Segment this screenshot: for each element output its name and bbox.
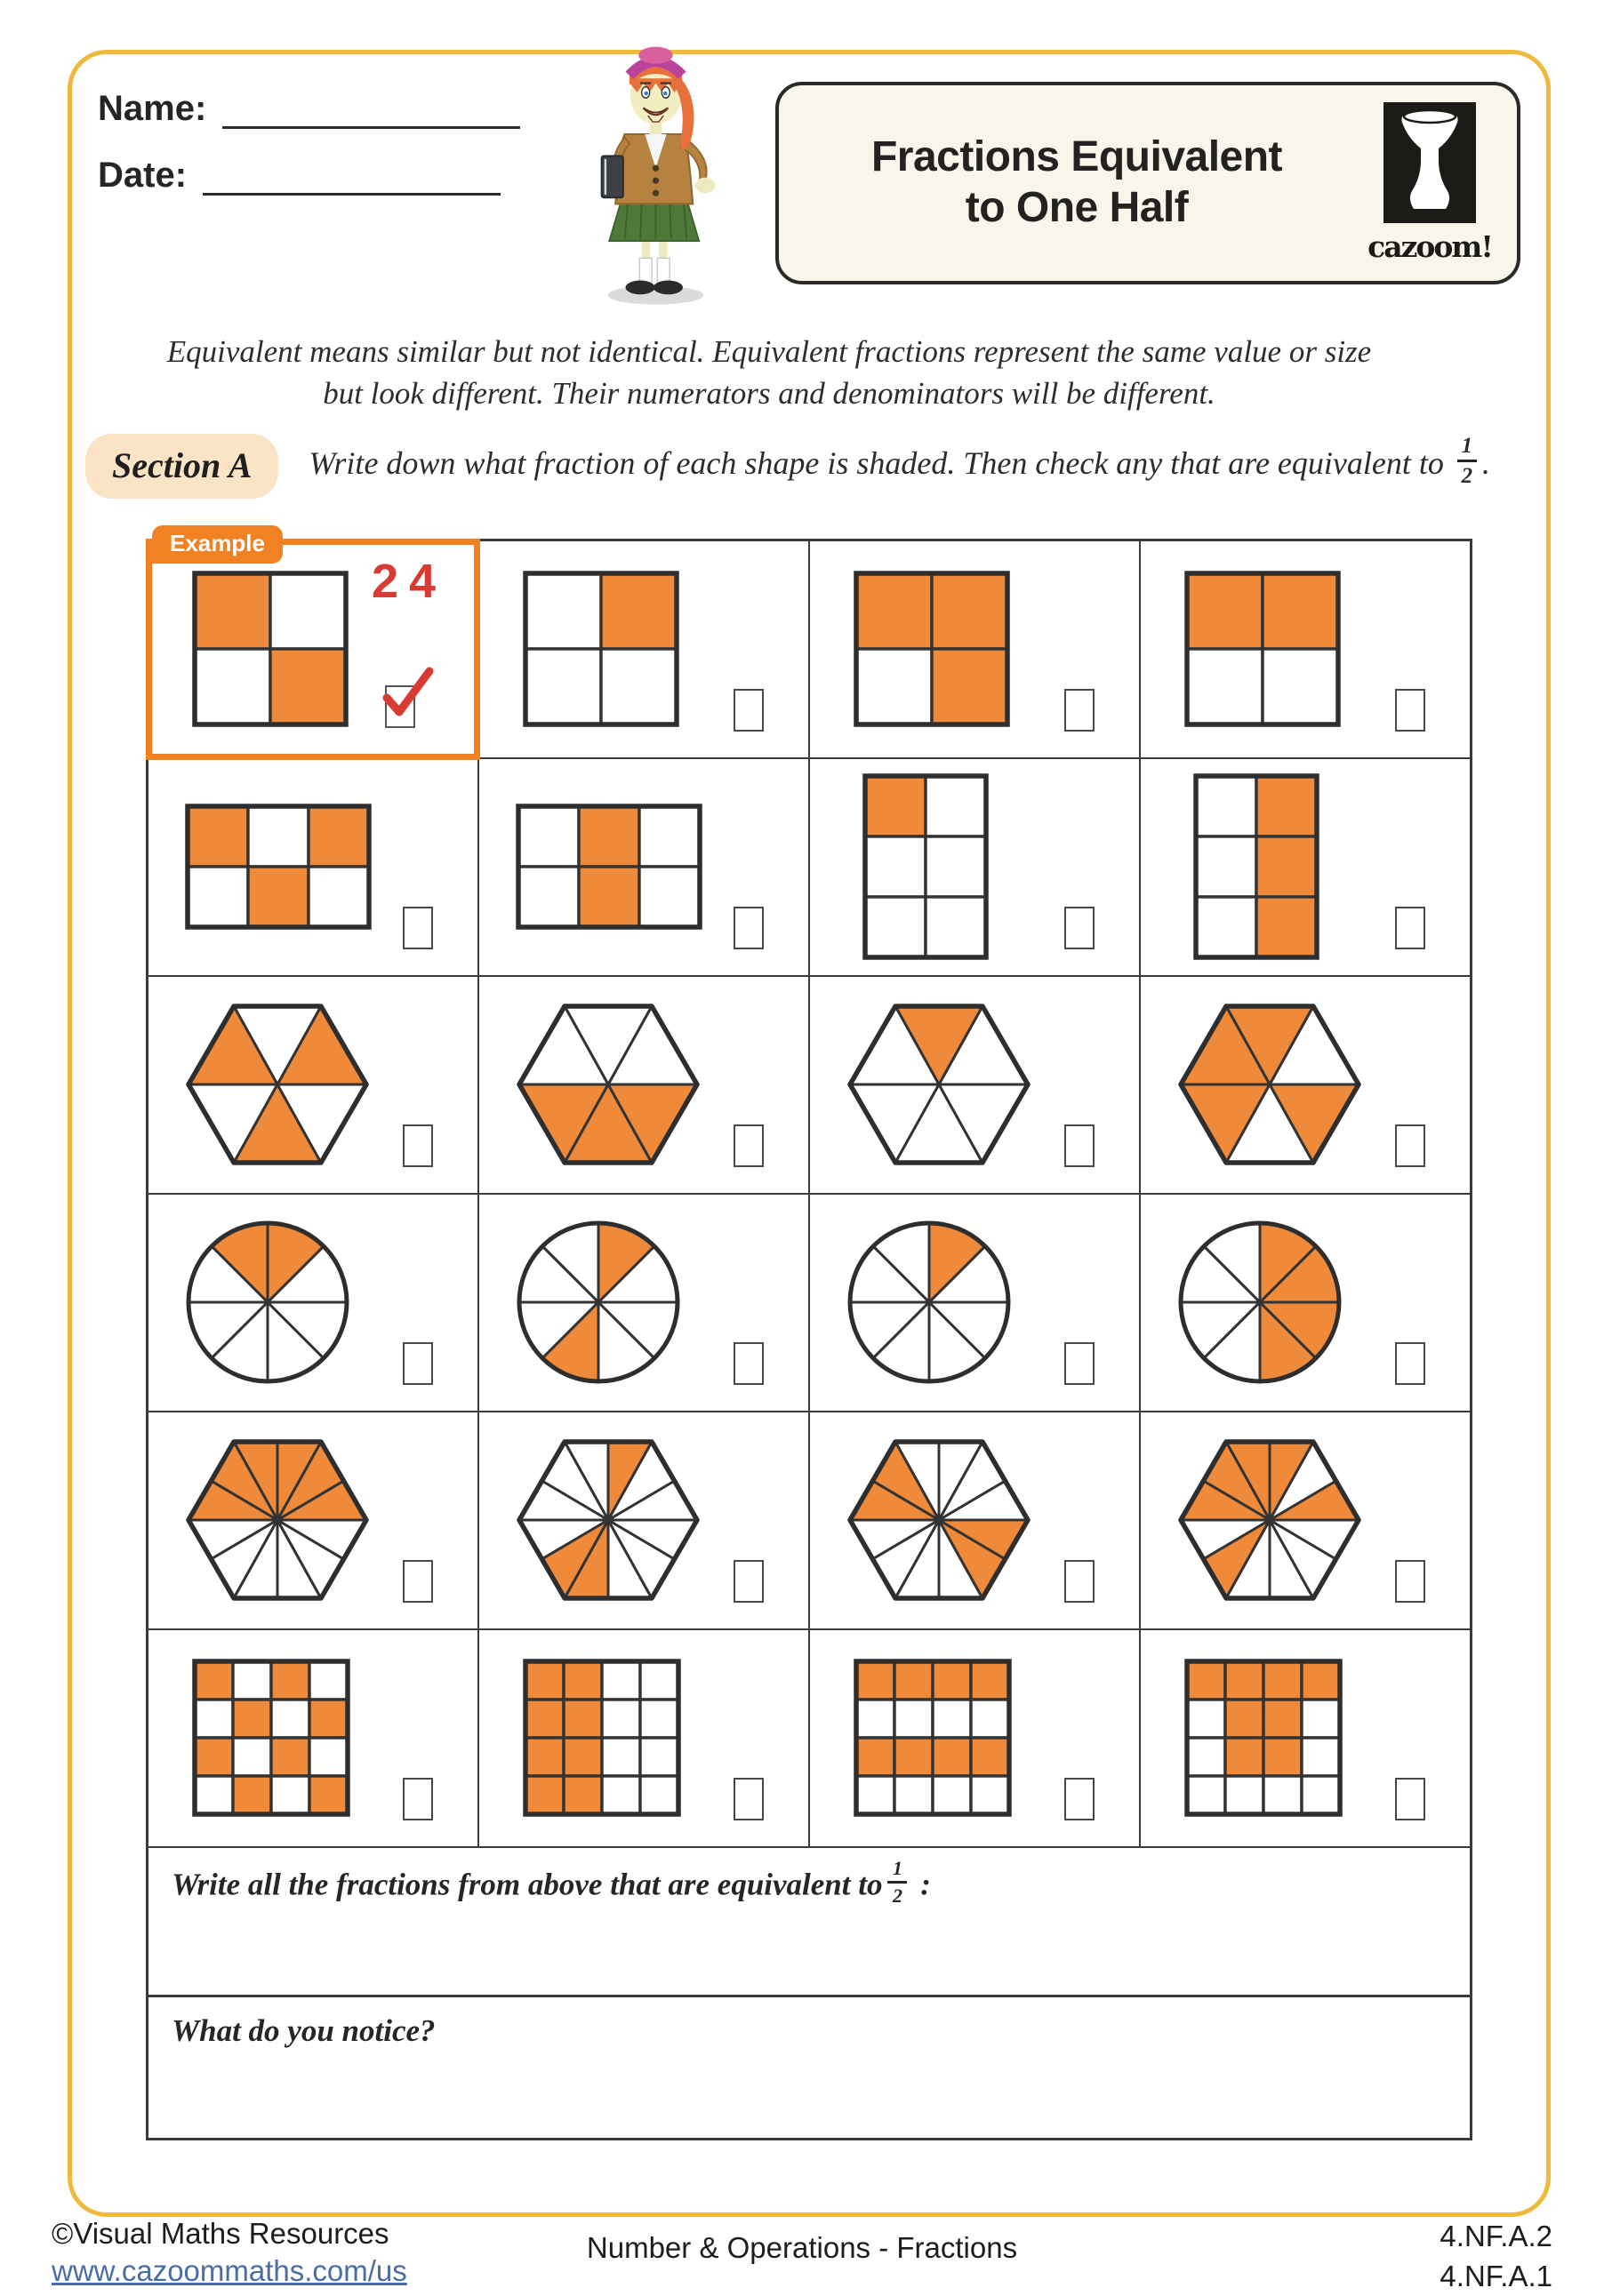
one-half-fraction: $\frac{1}{2}$ <box>1457 435 1477 487</box>
page-title: Fractions Equivalent to One Half <box>870 133 1283 231</box>
footer-category: Number & Operations - Fractions <box>586 2231 1018 2264</box>
answer-checkbox[interactable] <box>1064 907 1095 949</box>
circle8-shape <box>515 1219 682 1390</box>
answer-checkbox[interactable] <box>403 907 433 949</box>
circle8-shape <box>846 1219 1013 1390</box>
circle8-shape <box>1176 1219 1343 1390</box>
grid-row <box>148 1630 1470 1848</box>
page-footer <box>52 2217 1552 2296</box>
answer-checkbox[interactable] <box>734 689 764 732</box>
cazoom-logo <box>1359 102 1501 264</box>
grid-cell <box>148 1412 479 1628</box>
grid-cell <box>479 1195 810 1411</box>
answer-checkbox[interactable] <box>403 1124 433 1167</box>
grid-cell <box>148 759 479 975</box>
grid-row <box>148 1412 1470 1630</box>
date-label: Date: <box>98 156 188 195</box>
grid-cell <box>810 541 1141 757</box>
rect-grid-shape <box>522 570 680 732</box>
grid-cell <box>1141 1630 1470 1846</box>
footer-left <box>52 2217 532 2288</box>
grid-cell <box>810 1195 1141 1411</box>
grid-cell <box>148 530 479 757</box>
answer-checkbox[interactable] <box>1395 689 1425 732</box>
answer-checkbox[interactable] <box>403 1560 433 1603</box>
grid-cell <box>810 1630 1141 1846</box>
standard-code: 4.NF.A.2 <box>1440 2220 1552 2252</box>
worksheet-title-box <box>775 82 1520 284</box>
section-a-badge: Section A <box>85 434 278 499</box>
grid-cell <box>810 977 1141 1193</box>
answer-checkbox[interactable] <box>403 1342 433 1385</box>
one-half-fraction: $\frac{1}{2}$ <box>887 1859 907 1906</box>
rect-grid-shape <box>191 570 349 732</box>
prompt-colon: : <box>912 1867 931 1902</box>
logo-wordmark: cazoom! <box>1367 229 1492 264</box>
answer-checkbox[interactable] <box>1064 1778 1095 1820</box>
hex12-shape <box>184 1437 371 1607</box>
fraction-grid <box>146 530 1472 2140</box>
write-fractions-prompt: Write all the fractions from above that are equivalent to <box>172 1867 883 1902</box>
name-date-block <box>98 89 596 222</box>
answer-checkbox[interactable] <box>734 1124 764 1167</box>
example-tag: Example <box>152 525 283 564</box>
notice-prompt: What do you notice? <box>172 2013 436 2048</box>
grid-cell <box>1141 1195 1470 1411</box>
grid-cell <box>479 759 810 975</box>
grid-cell <box>810 759 1141 975</box>
answer-checkbox[interactable] <box>403 1778 433 1820</box>
hex6-shape <box>515 1002 702 1172</box>
section-a-instruction: Write down what fraction of each shape is shaded. Then check any that are equivalent to $\frac{1}{2}$ . <box>309 434 1490 488</box>
hex12-shape <box>515 1437 702 1607</box>
hex12-shape <box>846 1437 1032 1607</box>
answer-checkbox[interactable] <box>1064 689 1095 732</box>
grid-cell <box>1141 541 1470 757</box>
grid-cell <box>810 1412 1141 1628</box>
checkmark-icon <box>378 662 437 721</box>
grid-cell <box>479 541 810 757</box>
answer-checkbox[interactable] <box>734 1778 764 1820</box>
rect-grid-shape <box>1183 1658 1343 1822</box>
student-illustration <box>558 44 747 308</box>
answer-checkbox[interactable] <box>1395 1124 1425 1167</box>
grid-cell <box>148 1195 479 1411</box>
copyright-text: ©Visual Maths Resources <box>52 2217 389 2250</box>
grid-cell <box>479 1630 810 1846</box>
write-fractions-box[interactable] <box>148 1848 1470 1997</box>
drum-icon <box>1383 102 1476 223</box>
rect-grid-shape <box>1183 570 1342 732</box>
rect-grid-shape <box>522 1658 682 1822</box>
answer-checkbox[interactable] <box>1395 1560 1425 1603</box>
circle8-shape <box>184 1219 351 1390</box>
grid-cell <box>479 977 810 1193</box>
date-input-line[interactable] <box>203 156 501 196</box>
notice-box[interactable] <box>148 1997 1470 2138</box>
answer-checkbox[interactable] <box>1395 1342 1425 1385</box>
grid-cell <box>148 977 479 1193</box>
rect-grid-shape <box>191 1658 351 1822</box>
hex12-shape <box>1176 1437 1363 1607</box>
answer-checkbox[interactable] <box>1395 907 1425 949</box>
answer-checkbox[interactable] <box>1064 1124 1095 1167</box>
grid-row <box>148 530 1470 759</box>
rect-grid-shape <box>1192 772 1320 965</box>
grid-cell <box>1141 977 1470 1193</box>
answer-checkbox[interactable] <box>1064 1342 1095 1385</box>
grid-row <box>148 977 1470 1195</box>
answer-checkbox[interactable] <box>385 685 415 728</box>
footer-standards <box>1072 2217 1552 2296</box>
rect-grid-shape <box>853 570 1011 732</box>
answer-checkbox[interactable] <box>1395 1778 1425 1820</box>
intro-text: Equivalent means similar but not identical. Equivalent fractions represent the same value or size but look different. Their numerators and denominators will be different. <box>166 334 1372 412</box>
hex6-shape <box>846 1002 1032 1172</box>
grid-cell <box>148 1630 479 1846</box>
example-answer-fraction: 2 4 <box>371 555 437 608</box>
answer-checkbox[interactable] <box>734 1342 764 1385</box>
answer-checkbox[interactable] <box>734 907 764 949</box>
hex6-shape <box>1176 1002 1363 1172</box>
rect-grid-shape <box>184 803 373 935</box>
standard-code: 4.NF.A.1 <box>1440 2259 1552 2292</box>
rect-grid-shape <box>853 1658 1013 1822</box>
rect-grid-shape <box>515 803 703 935</box>
grid-cell <box>1141 759 1470 975</box>
answer-checkbox[interactable] <box>734 1560 764 1603</box>
grid-row <box>148 759 1470 977</box>
rect-grid-shape <box>862 772 990 965</box>
answer-checkbox[interactable] <box>1064 1560 1095 1603</box>
name-input-line[interactable] <box>222 89 520 129</box>
name-label: Name: <box>98 89 207 128</box>
grid-row <box>148 1195 1470 1412</box>
website-link[interactable]: www.cazoommaths.com/us <box>52 2254 407 2287</box>
hex6-shape <box>184 1002 371 1172</box>
section-a-row <box>85 434 1490 499</box>
grid-cell <box>479 1412 810 1628</box>
grid-cell <box>1141 1412 1470 1628</box>
